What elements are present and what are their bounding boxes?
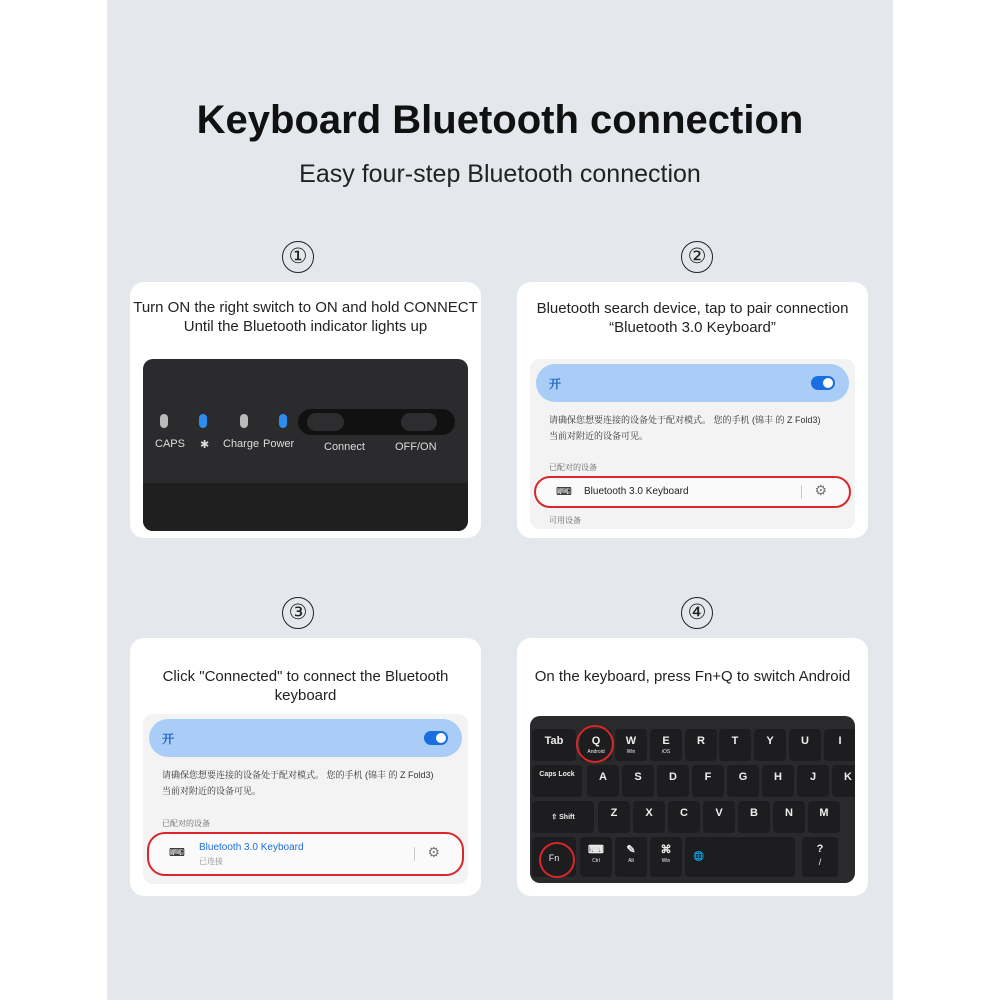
- offon-label: OFF/ON: [395, 441, 437, 453]
- key-q: Q Android: [580, 729, 612, 761]
- key-b: B: [738, 801, 770, 833]
- step-number: ③: [282, 597, 314, 629]
- bluetooth-icon: ✱: [200, 439, 210, 451]
- key-z: Z: [598, 801, 630, 833]
- bluetooth-toggle[interactable]: [424, 731, 448, 745]
- keyboard-icon: ⌨: [169, 847, 185, 859]
- key-e: E iOS: [650, 729, 682, 761]
- connect-switch[interactable]: [307, 413, 344, 431]
- step-number: ①: [282, 241, 314, 273]
- panel-base: [143, 483, 468, 531]
- key-s: S: [622, 765, 654, 797]
- step-4-card: [517, 638, 868, 896]
- key-k: K: [832, 765, 855, 797]
- key-c: C: [668, 801, 700, 833]
- key-alt: ✎ Alt: [615, 837, 647, 877]
- step-caption: On the keyboard, press Fn+Q to switch Android: [534, 668, 851, 685]
- gear-icon[interactable]: ⚙: [814, 482, 827, 498]
- paired-device-row[interactable]: [534, 476, 851, 508]
- key-n: N: [773, 801, 805, 833]
- toggle-label: 开: [549, 377, 562, 391]
- paired-device-row[interactable]: [147, 832, 464, 876]
- connect-label: Connect: [324, 441, 365, 453]
- highlight-circle-fn: [539, 842, 575, 878]
- device-name: Bluetooth 3.0 Keyboard: [199, 842, 304, 853]
- key-slash: ? /: [802, 837, 838, 877]
- toggle-label: 开: [162, 732, 175, 746]
- divider: [801, 485, 802, 499]
- switch-slot[interactable]: [298, 409, 455, 435]
- power-switch[interactable]: [401, 413, 437, 431]
- keyboard-image: [530, 716, 855, 883]
- key-m: M: [808, 801, 840, 833]
- key-g: G: [727, 765, 759, 797]
- highlight-circle-q: [576, 725, 614, 763]
- power-led: [279, 414, 287, 428]
- key-f: F: [692, 765, 724, 797]
- key-win: ⌘ Win: [650, 837, 682, 877]
- step-caption: Turn ON the right switch to ON and hold CONNECT Until the Bluetooth indicator lights up: [133, 299, 478, 335]
- charge-led: [240, 414, 248, 428]
- divider: [414, 847, 415, 861]
- key-y: Y: [754, 729, 786, 761]
- key-caps-lock: Caps Lock: [532, 765, 582, 797]
- key-t: T: [719, 729, 751, 761]
- bluetooth-led: [199, 414, 207, 428]
- gear-icon[interactable]: ⚙: [427, 844, 440, 860]
- key-shift: ⇧ Shift: [532, 801, 594, 833]
- available-header: 可用设备: [549, 516, 581, 525]
- power-label: Power: [263, 438, 295, 450]
- step-3-card: [130, 638, 481, 896]
- key-ctrl: ⌨ Ctrl: [580, 837, 612, 877]
- key-d: D: [657, 765, 689, 797]
- keyboard-icon: ⌨: [556, 486, 572, 498]
- key-fn: Fn: [532, 837, 576, 877]
- step-number: ④: [681, 597, 713, 629]
- key-i: I: [824, 729, 855, 761]
- key-j: J: [797, 765, 829, 797]
- bluetooth-toggle[interactable]: [811, 376, 835, 390]
- key-v: V: [703, 801, 735, 833]
- page-title: Keyboard Bluetooth connection: [196, 98, 804, 142]
- paired-header: 已配对的设备: [162, 819, 210, 828]
- bluetooth-toggle-bar[interactable]: [149, 719, 462, 757]
- page-subtitle: Easy four-step Bluetooth connection: [299, 160, 701, 188]
- step-1-card: [130, 282, 481, 538]
- info-text: 请确保您想要连接的设备处于配对模式。 您的手机 (锦丰 的 Z Fold3) 当前对附近的设备可见。: [549, 415, 821, 441]
- keyboard-side-panel: [143, 359, 468, 531]
- key-r: R: [685, 729, 717, 761]
- bluetooth-settings-screen: [530, 359, 855, 529]
- key-u: U: [789, 729, 821, 761]
- key-a: A: [587, 765, 619, 797]
- key-w: W Win: [615, 729, 647, 761]
- paired-header: 已配对的设备: [549, 463, 597, 472]
- step-caption: Bluetooth search device, tap to pair connection “Bluetooth 3.0 Keyboard”: [536, 300, 849, 336]
- caps-led: [160, 414, 168, 428]
- step-caption: Click "Connected" to connect the Bluetooth keyboard: [162, 668, 449, 704]
- charge-label: Charge: [223, 438, 260, 450]
- device-name: Bluetooth 3.0 Keyboard: [584, 486, 689, 497]
- connection-status: 已连接: [199, 857, 223, 866]
- key-h: H: [762, 765, 794, 797]
- key-space: 🌐: [685, 837, 795, 877]
- caps-label: CAPS: [155, 438, 185, 450]
- step-2-card: [517, 282, 868, 538]
- key-tab: Tab: [532, 729, 576, 761]
- step-number: ②: [681, 241, 713, 273]
- info-text: 请确保您想要连接的设备处于配对模式。 您的手机 (锦丰 的 Z Fold3) 当前对附近的设备可见。: [162, 770, 434, 796]
- key-x: X: [633, 801, 665, 833]
- bluetooth-toggle-bar[interactable]: [536, 364, 849, 402]
- bluetooth-settings-screen: [143, 714, 468, 884]
